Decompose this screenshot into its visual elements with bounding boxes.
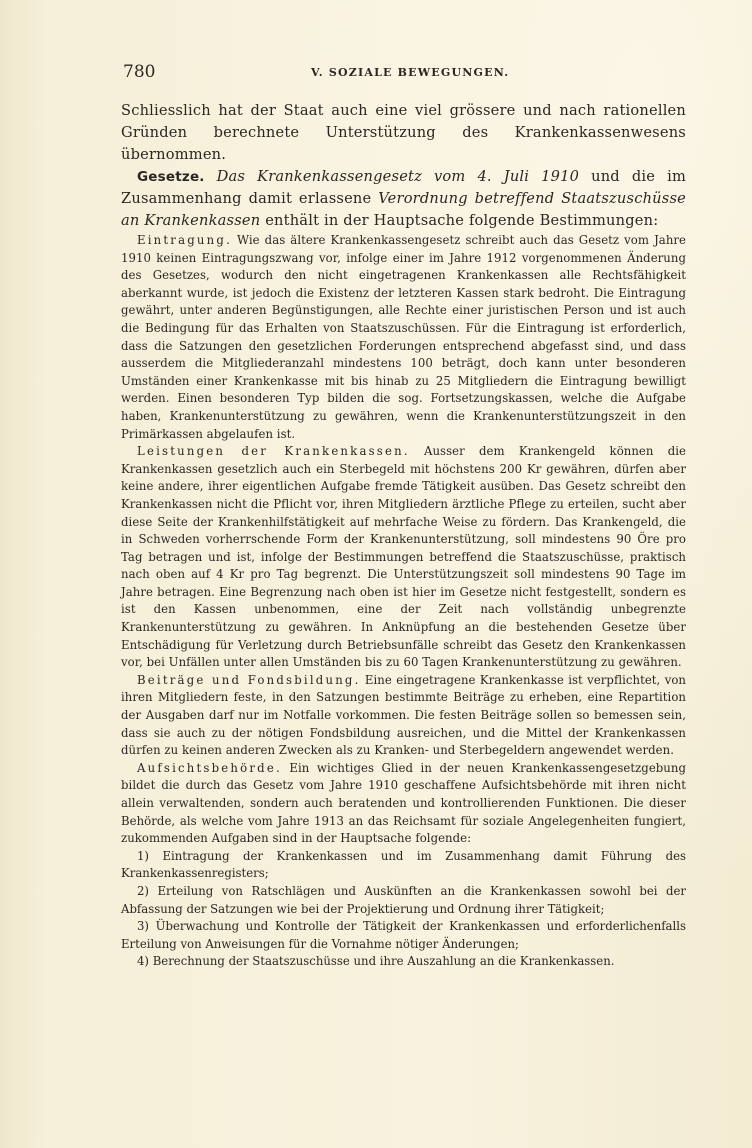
list-item: 1) Eintragung der Krankenkassen und im Zusammenhang damit Führung des Krankenkassenregisters; xyxy=(121,848,686,881)
section-heading: Leistungen der Krankenkassen. xyxy=(137,444,410,459)
gesetze-label: Gesetze. xyxy=(137,169,205,185)
section-leistungen xyxy=(121,443,686,672)
section-heading: Aufsichtsbehörde. xyxy=(137,760,282,775)
section-eintragung xyxy=(121,232,686,443)
page-body xyxy=(121,100,686,971)
gesetze-mid: und die im Zusammenhang damit erlassene xyxy=(121,168,686,207)
section-text: Wie das ältere Krankenkassengesetz schreibt auch das Gesetz vom Jahre 1910 keinen Eintragungszwang vor, infolge einer im Jahre 1912 vorgenommenen Änderung des Gesetzes, wodurch den nicht eingetragenen Krankenkassen alle Rechtsfähigkeit aberkannt wurde, ist jedoch die Existenz der letzteren Kassen stark bedroht. Die Eintragung gewährt, unter anderen Begünstigungen, alle Rechte einer juristischen Person und ist auch die Bedingung für das Erhalten von Staatszuschüssen. Für die Eintragung ist erforderlich, dass die Satzungen den gesetzlichen Forderungen entsprechend abgefasst sind, und dass ausserdem die Mitgliederanzahl mindestens 100 beträgt, doch kann unter besonderen Umständen einer Krankenkasse mit bis hinab zu 25 Mitgliedern die Eintragung bewilligt werden. Einen besonderen Typ bilden die sog. Fortsetzungskassen, welche die Aufgabe haben, Krankenunterstützung zu gewähren, wenn die Krankenunterstützungszeit in den Primärkassen abgelaufen ist. xyxy=(121,233,686,441)
section-heading: Beiträge und Fondsbildung. xyxy=(137,672,361,687)
section-beitraege xyxy=(121,672,686,760)
section-aufsicht xyxy=(121,760,686,848)
section-text: Ein wichtiges Glied in der neuen Krankenkassengesetzgebung bildet die durch das Gesetz vom Jahre 1910 geschaffene Aufsichtsbehörde mit ihren nicht allein verwaltenden, sondern auch beratenden und kontrollierenden Funktionen. Die dieser Behörde, als welche vom Jahre 1913 an das Reichsamt für soziale Angelegenheiten fungiert, zukommenden Aufgaben sind in der Hauptsache folgende: xyxy=(121,760,686,846)
list-item: 4) Berechnung der Staatszuschüsse und ihre Auszahlung an die Krankenkassen. xyxy=(137,954,615,969)
intro-paragraph: Schliesslich hat der Staat auch eine viel grössere und nach rationellen Gründen berechnete Unterstützung des Krankenkassenwesens übernommen. xyxy=(121,102,686,163)
decree-title: Verordnung betreffend Staatszuschüsse an Krankenkassen xyxy=(121,190,686,229)
running-head: V. SOZIALE BEWEGUNGEN. xyxy=(311,66,510,79)
section-text: Ausser dem Krankengeld können die Krankenkassen gesetzlich auch ein Sterbegeld mit höchstens 200 Kr gewähren, dürfen aber keine andere, ihrer eigentlichen Aufgabe fremde Tätigkeit ausüben. Das Gesetz schreibt den Krankenkassen nicht die Pflicht vor, ihren Mitgliedern ärztliche Pflege zu erteilen, sucht aber diese Seite der Krankenhilfstätigkeit auf mehrfache Weise zu fördern. Das Krankengeld, die in Schweden vorherrschende Form der Krankenunterstützung, soll mindestens 90 Öre pro Tag betragen und ist, infolge der Bestimmungen betreffend die Staatszuschüsse, praktisch nach oben auf 4 Kr pro Tag begrenzt. Die Unterstützungszeit soll mindestens 90 Tage im Jahre betragen. Eine Begrenzung nach oben ist hier im Gesetze nicht festgestellt, sondern es ist den Kassen unbenommen, eine der Zeit nach vollständig unbegrenzte Krankenunterstützung zu gewähren. In Anknüpfung an die bestehenden Gesetze über Entschädigung für Verletzung durch Betriebsunfälle schreibt das Gesetz den Krankenkassen vor, bei Unfällen unter allen Umständen bis zu 60 Tagen Krankenunterstützung zu gewähren. xyxy=(121,444,686,670)
gesetze-paragraph xyxy=(121,166,686,232)
gesetze-tail: enthält in der Hauptsache folgende Bestimmungen: xyxy=(260,212,659,229)
page-header xyxy=(123,62,686,90)
list-item: 3) Überwachung und Kontrolle der Tätigkeit der Krankenkassen und erforderlichenfalls Erteilung von Anweisungen für die Vornahme nötiger Änderungen; xyxy=(121,919,686,951)
law-title: Das Krankenkassengesetz vom 4. Juli 1910 xyxy=(216,168,580,185)
section-text: Eine eingetragene Krankenkasse ist verpflichtet, von ihren Mitgliedern feste, in den Satzungen bestimmte Beiträge zu erheben, eine Repartition der Ausgaben darf nur im Notfalle vorkommen. Die festen Beiträge sollen so bemessen sein, dass sie auch zu der nötigen Fondsbildung ausreichen, und die Mittel der Krankenkassen dürfen zu keinen anderen Zwecken als zu Kranken- und Sterbegeldern angewendet werden. xyxy=(121,672,687,758)
list-item: 2) Erteilung von Ratschlägen und Auskünften an die Krankenkassen sowohl bei der Abfassung der Satzungen wie bei der Projektierung und Ordnung ihrer Tätigkeit; xyxy=(121,883,686,916)
section-heading: Eintragung. xyxy=(137,233,232,247)
page-number: 780 xyxy=(123,62,156,82)
